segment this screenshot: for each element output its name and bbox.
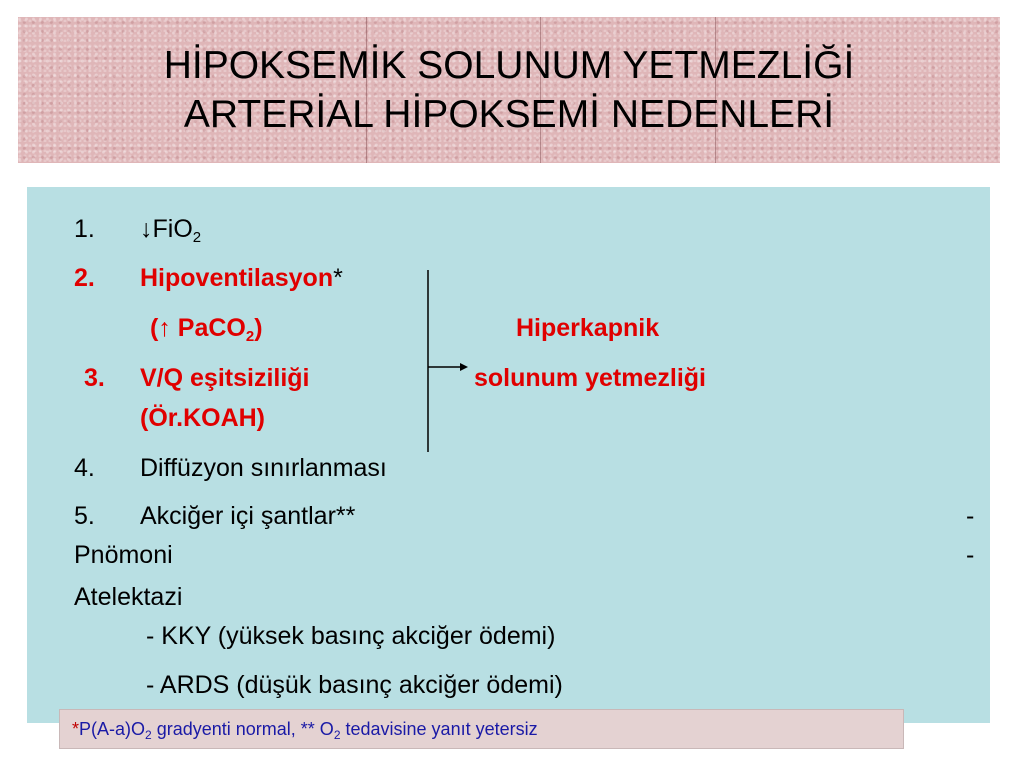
kky-text: - KKY (yüksek basınç akciğer ödemi): [146, 622, 556, 650]
item-3-example: (Ör.KOAH): [140, 404, 265, 432]
paren-open: (: [150, 314, 159, 342]
footnote-part-1: P(A-a)O: [79, 719, 146, 739]
item-5-text: Akciğer içi şantlar**: [140, 502, 356, 530]
item-3-number: 3.: [84, 364, 105, 392]
item-1-text: FiO: [152, 215, 193, 243]
item-1-number: 1.: [74, 215, 95, 243]
paco-subscript: 2: [245, 328, 255, 345]
footnote-star: *: [72, 719, 80, 739]
item-1-subscript: 2: [192, 229, 202, 246]
up-arrow-icon: ↑: [158, 314, 171, 342]
title-line-1: HİPOKSEMİK SOLUNUM YETMEZLİĞİ: [163, 44, 855, 87]
down-arrow-icon: ↓: [140, 215, 153, 243]
footnote-subscript-1: 2: [145, 728, 152, 742]
arrow-head-icon: [460, 363, 468, 371]
paren-close: ): [254, 314, 263, 342]
footnote-part-3: tedavisine yanıt yetersiz: [340, 719, 538, 739]
footnote: [59, 709, 904, 749]
item-3-text: V/Q eşitsiziliği: [140, 364, 310, 392]
item-5-number: 5.: [74, 502, 95, 530]
item-2-number: 2.: [74, 264, 95, 292]
item-2-star: *: [333, 264, 343, 292]
item-2-text: Hipoventilasyon: [140, 264, 334, 292]
result-hiperkapnik: Hiperkapnik: [516, 314, 660, 342]
item-4-number: 4.: [74, 454, 95, 482]
title-line-2: ARTERİAL HİPOKSEMİ NEDENLERİ: [183, 93, 835, 136]
result-solunum-yetmezligi: solunum yetmezliği: [474, 364, 706, 392]
ards-text: - ARDS (düşük basınç akciğer ödemi): [146, 671, 563, 699]
dash-1: -: [966, 502, 975, 530]
item-4-text: Diffüzyon sınırlanması: [140, 454, 387, 482]
dash-2: -: [966, 541, 975, 569]
pnomoni-text: Pnömoni: [74, 541, 173, 569]
footnote-subscript-2: 2: [333, 728, 341, 742]
paco-text: PaCO: [170, 314, 246, 342]
footnote-part-2: gradyenti normal, ** O: [151, 719, 334, 739]
atelektazi-text: Atelektazi: [74, 583, 183, 611]
